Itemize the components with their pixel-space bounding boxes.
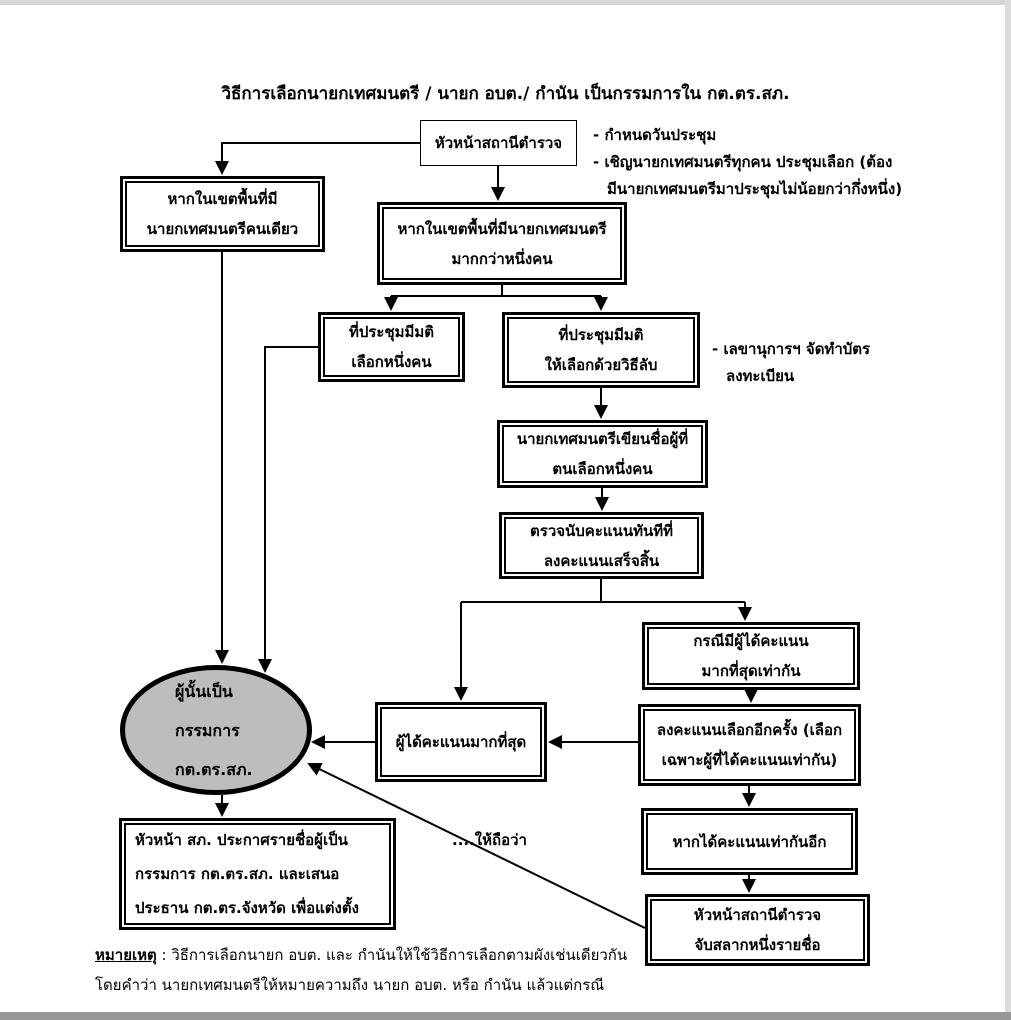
note-line: - กำหนดวันประชุม: [593, 126, 717, 144]
footnote-line-2: โดยคำว่า นายกเทศมนตรีให้หมายความถึง นายก อบต. หรือ กำนัน แล้วแต่กรณี: [95, 976, 605, 994]
node-text-line: กรรมการ: [175, 720, 240, 740]
node-tie-case: [642, 622, 860, 690]
node-text-line: นายกเทศมนตรีเขียนชื่อผู้ที่: [516, 430, 689, 448]
node-vote-one-person: [318, 312, 465, 382]
arrow-vote-one-to-committee: [265, 347, 318, 671]
note-line: - เลขานุการฯ จัดทำบัตร: [712, 340, 871, 358]
node-text-line: หัวหน้าสถานีตำรวจ: [693, 906, 822, 924]
node-text-line: นายกเทศมนตรีคนเดียว: [146, 220, 299, 238]
node-text-line: ตรวจนับคะแนนทันทีที่: [530, 521, 673, 540]
arrow-chief-to-single: [222, 143, 420, 173]
node-tie-again: [641, 808, 858, 875]
node-announce: [119, 818, 396, 930]
node-text-line: มากที่สุดเท่ากัน: [701, 662, 801, 680]
node-text-line: ประธาน กต.ตร.จังหวัด เพื่อแต่งตั้ง: [135, 899, 359, 917]
node-text-line: จับสลากหนึ่งรายชื่อ: [694, 936, 821, 954]
node-text-line: เฉพาะผู้ที่ได้คะแนนเท่ากัน): [661, 751, 838, 769]
node-text-line: ที่ประชุมมีมติ: [348, 323, 435, 341]
node-police-chief: [420, 120, 577, 166]
footnote-line-1: [95, 940, 695, 970]
footnote-label: หมายเหตุ: [95, 946, 157, 964]
node-text-line: กต.ตร.สภ.: [175, 759, 253, 779]
footnote-text: : วิธีการเลือกนายก อบต. และ กำนันให้ใช้วิธีการเลือกตามผังเช่นเดียวกัน: [156, 946, 628, 964]
footnote: [95, 940, 695, 1000]
node-write-name: [497, 420, 708, 488]
note-line: ลงทะเบียน: [726, 367, 795, 385]
meeting-note: [593, 122, 902, 203]
node-revote: [638, 704, 861, 786]
note-line: - เชิญนายกเทศมนตรีทุกคน ประชุมเลือก (ต้อง: [593, 153, 893, 171]
node-text-line: ให้เลือกด้วยวิธีลับ: [544, 356, 658, 374]
node-text-line: กรรมการ กต.ตร.สภ. และเสนอ: [135, 865, 340, 883]
node-text-line: หัวหน้าสถานีตำรวจ: [434, 134, 563, 152]
node-count-votes: [499, 512, 704, 579]
node-text-line: หากในเขตพื้นที่มีนายกเทศมนตรี: [397, 219, 607, 238]
node-multiple-mayors: [377, 202, 627, 285]
secretary-note: [712, 336, 870, 390]
node-secret-ballot: [502, 312, 700, 388]
page-title: วิธีการเลือกนายกเทศมนตรี / นายก อบต./ กำนัน เป็นกรรมการใน กต.ตร.สภ.: [221, 84, 790, 104]
node-text-line: หัวหน้า สภ. ประกาศรายชื่อผู้เป็น: [135, 831, 348, 849]
node-text-line: ผู้นั้นเป็น: [175, 681, 233, 701]
node-text-line: ที่ประชุมมีมติ: [558, 326, 644, 344]
node-text-line: ลงคะแนนเสร็จสิ้น: [543, 551, 660, 570]
node-single-mayor: [120, 176, 325, 252]
node-text-line: ตนเลือกหนึ่งคน: [552, 460, 653, 478]
node-text-line: เลือกหนึ่งคน: [351, 353, 432, 371]
node-text-line: หากในเขตพื้นที่มี: [167, 190, 278, 208]
node-text-line: กรณีมีผู้ได้คะแนน: [693, 632, 809, 650]
deemed-label: ....ให้ถือว่า: [452, 831, 527, 849]
node-top-scorer: [375, 702, 547, 782]
node-text-line: หากได้คะแนนเท่ากันอีก: [672, 832, 827, 851]
node-text-line: มากกว่าหนึ่งคน: [451, 249, 553, 268]
node-text-line: ลงคะแนนเลือกอีกครั้ง (เลือก: [656, 721, 843, 739]
node-text-line: ผู้ได้คะแนนมากที่สุด: [395, 733, 527, 751]
node-committee-result: [120, 665, 312, 795]
note-line: มีนายกเทศมนตรีมาประชุมไม่น้อยกว่ากึ่งหนึ่ง): [607, 180, 903, 198]
